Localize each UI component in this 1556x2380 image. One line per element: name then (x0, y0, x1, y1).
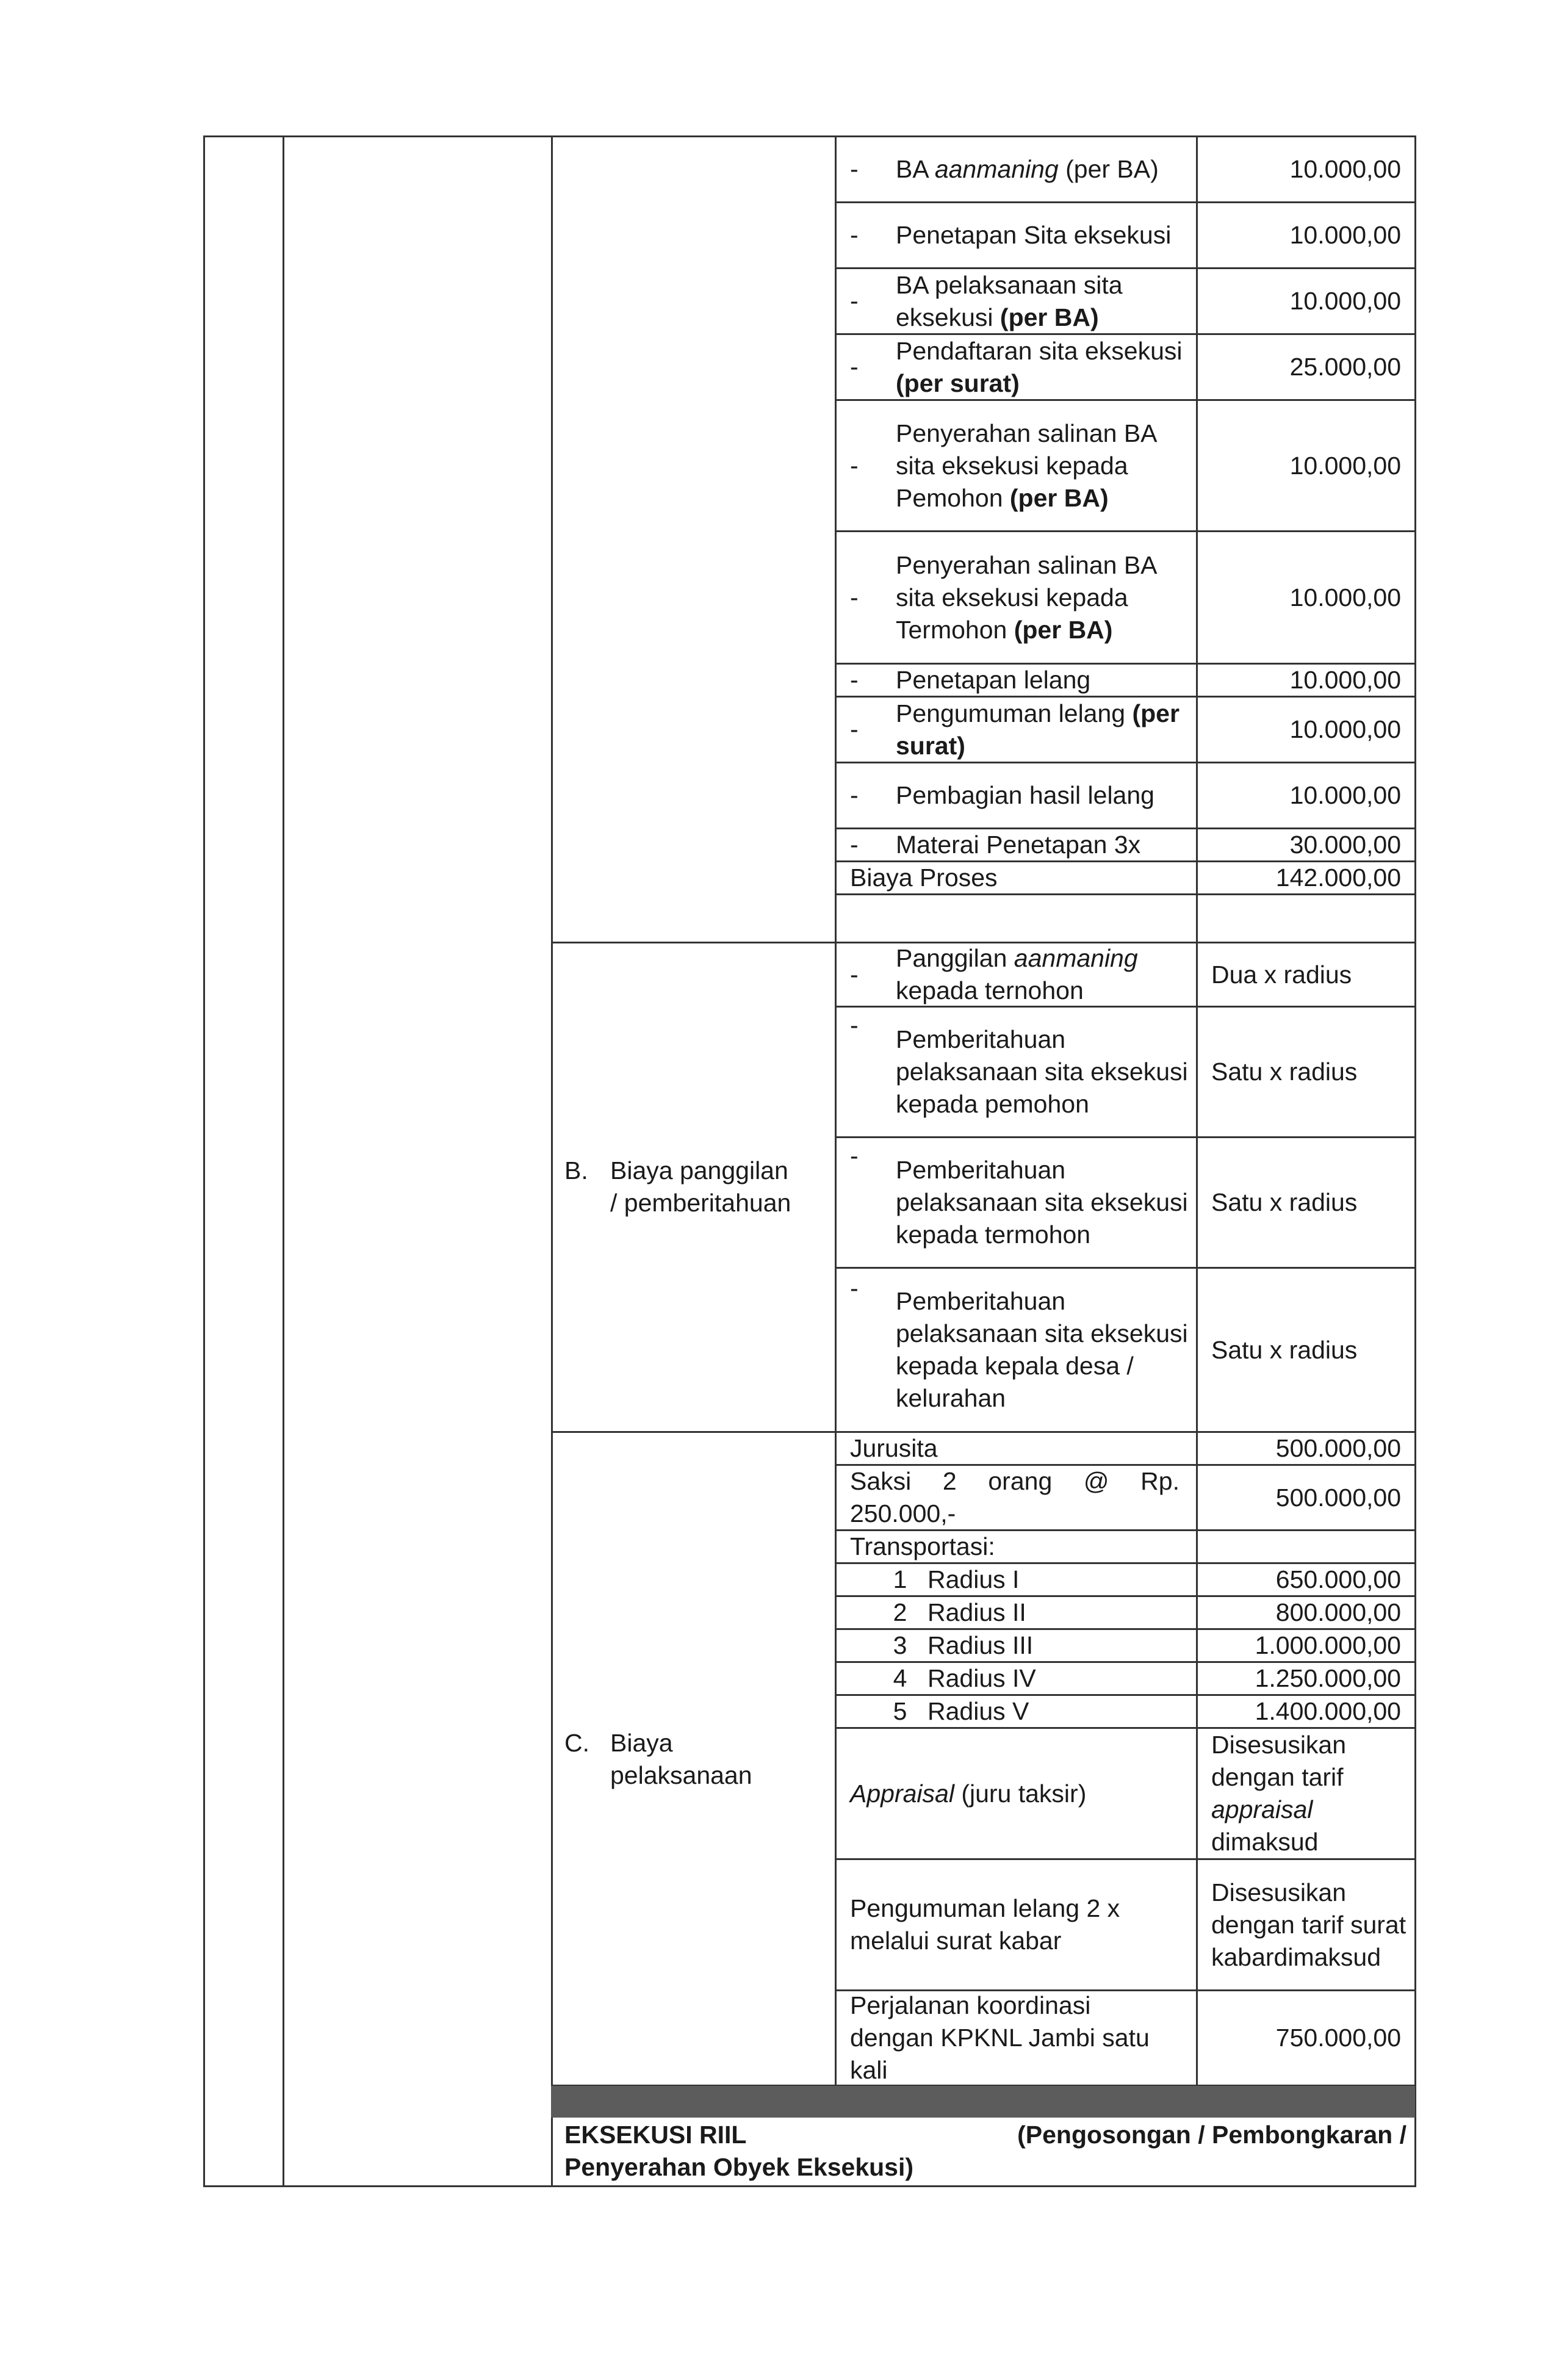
radius-value: Satu x radius (1211, 1058, 1358, 1086)
dash: - (850, 715, 859, 743)
saksi-amount: 500.000,00 (1275, 1483, 1401, 1512)
table-border-left (203, 135, 205, 2187)
list-item (837, 203, 1196, 267)
section-b-title (564, 1155, 833, 1219)
dash: - (850, 1142, 859, 1170)
amount: 650.000,00 (1275, 1565, 1401, 1593)
biaya-proses-amount: 142.000,00 (1275, 864, 1401, 892)
item-text: Penyerahan salinan BA sita eksekusi kepada Pemohon (896, 419, 1156, 512)
section-b-title-line2: / pemberitahuan (610, 1189, 791, 1217)
item-text: kepada ternohon (896, 976, 1084, 1004)
eksekusi-riil-subtitle: (Pengosongan / Pembongkaran / (1017, 2121, 1407, 2149)
section-c-title-line2: pelaksanaan (610, 1761, 752, 1789)
dash: - (850, 353, 859, 381)
dash: - (850, 155, 859, 183)
amount: 10.000,00 (1289, 715, 1401, 743)
saksi-label (837, 1466, 1196, 1529)
amount: 10.000,00 (1289, 221, 1401, 249)
item-text: BA pelaksanaan sita eksekusi (896, 270, 1123, 331)
amount: 30.000,00 (1289, 831, 1401, 859)
table-border-right (1414, 135, 1416, 2187)
dash: - (850, 221, 859, 249)
jurusita-label: Jurusita (850, 1434, 938, 1462)
perjalanan-amount: 750.000,00 (1275, 2024, 1401, 2052)
appraisal-value-text: dimaksud (1211, 1828, 1319, 1856)
appraisal-label (837, 1729, 1196, 1858)
pengumuman-value: Disesusikan dengan tarif surat kabardimaksud (1211, 1878, 1407, 1971)
amount: 10.000,00 (1289, 781, 1401, 809)
radius-label: Radius III (927, 1631, 1034, 1659)
dash: - (850, 960, 859, 989)
list-item (837, 269, 1196, 333)
item-text: Pengumuman lelang (896, 699, 1133, 727)
item-italic: aanmaning (934, 155, 1059, 183)
item-text: Penetapan Sita eksekusi (896, 221, 1172, 249)
list-item (837, 401, 1196, 530)
dash: - (850, 451, 859, 480)
eksekusi-riil-heading (564, 2119, 1407, 2183)
item-italic: aanmaning (1014, 944, 1138, 972)
pengumuman-label: Pengumuman lelang 2 x melalui surat kabar (850, 1894, 1120, 1955)
saksi-text: Saksi 2 orang @ Rp. 250.000,- (850, 1467, 1180, 1527)
list-item (837, 665, 1196, 696)
list-item (837, 137, 1196, 201)
dash: - (850, 831, 859, 859)
section-c-letter: C. (564, 1729, 589, 1757)
dash: - (850, 781, 859, 809)
section-c-title (564, 1727, 833, 1792)
item-bold: (per BA) (1009, 483, 1109, 512)
list-item (837, 335, 1196, 399)
amount: 1.000.000,00 (1255, 1631, 1401, 1659)
radius-label: Radius V (927, 1697, 1029, 1725)
list-item (837, 829, 1196, 860)
item-bold: (per surat) (896, 699, 1180, 760)
item-text: Pemberitahuan pelaksanaan sita eksekusi kepada kepala desa / kelurahan (896, 1287, 1188, 1412)
amount: 10.000,00 (1289, 583, 1401, 611)
eksekusi-riil-title: EKSEKUSI RIIL (564, 2121, 747, 2149)
radius-label: Radius IV (927, 1664, 1036, 1692)
item-text: Panggilan (896, 944, 1014, 972)
item-text: (per BA) (1058, 155, 1159, 183)
item-text: Materai Penetapan 3x (896, 831, 1141, 859)
table-bottom-border (203, 2185, 1416, 2187)
col-divider-1 (283, 135, 284, 2187)
appraisal-value-text: Disesusikan dengan tarif (1211, 1731, 1347, 1791)
list-item (837, 1008, 1196, 1136)
radius-label: Radius II (927, 1598, 1026, 1626)
item-text: Penetapan lelang (896, 666, 1091, 694)
transport-label: Transportasi: (850, 1532, 995, 1560)
list-item (837, 943, 1196, 1006)
amount: 1.400.000,00 (1255, 1697, 1401, 1725)
list-item (837, 532, 1196, 663)
item-bold: (per BA) (1014, 615, 1113, 644)
list-item (873, 1630, 1196, 1661)
radius-value: Dua x radius (1211, 960, 1352, 989)
dash: - (850, 287, 859, 315)
radius-value: Satu x radius (1211, 1335, 1358, 1364)
amount: 10.000,00 (1289, 155, 1401, 183)
item-text: Pembagian hasil lelang (896, 781, 1154, 809)
appraisal-italic: Appraisal (850, 1779, 954, 1808)
section-separator-band (551, 2086, 1415, 2118)
item-text: Pendaftaran sita eksekusi (896, 336, 1183, 365)
item-text: BA (896, 155, 935, 183)
appraisal-text: (juru taksir) (954, 1779, 1087, 1808)
dash: - (850, 583, 859, 611)
amount: 10.000,00 (1289, 451, 1401, 480)
item-bold: (per surat) (896, 369, 1020, 397)
dash: - (850, 666, 859, 694)
list-item (837, 1269, 1196, 1431)
item-text: Pemberitahuan pelaksanaan sita eksekusi kepada pemohon (896, 1025, 1188, 1118)
jurusita-amount: 500.000,00 (1275, 1434, 1401, 1462)
appraisal-value (1198, 1729, 1414, 1858)
radius-value: Satu x radius (1211, 1188, 1358, 1216)
section-b-letter: B. (564, 1156, 588, 1185)
amount: 10.000,00 (1289, 666, 1401, 694)
biaya-proses-label: Biaya Proses (850, 864, 998, 892)
radius-number: 3 (893, 1631, 907, 1659)
list-item (873, 1663, 1196, 1694)
radius-number: 4 (893, 1664, 907, 1692)
section-b-title-line1: Biaya panggilan (610, 1156, 788, 1185)
item-text: Pemberitahuan pelaksanaan sita eksekusi kepada termohon (896, 1156, 1188, 1249)
perjalanan-label: Perjalanan koordinasi dengan KPKNL Jambi satu kali (850, 1991, 1150, 2084)
dash: - (850, 1011, 859, 1039)
dash: - (850, 1274, 859, 1302)
list-item (837, 1138, 1196, 1267)
radius-number: 2 (893, 1598, 907, 1626)
amount: 1.250.000,00 (1255, 1664, 1401, 1692)
appraisal-value-italic: appraisal (1211, 1795, 1313, 1823)
item-bold: (per BA) (1000, 303, 1099, 331)
amount: 25.000,00 (1289, 353, 1401, 381)
list-item (873, 1597, 1196, 1628)
radius-number: 5 (893, 1697, 907, 1725)
item-text: Penyerahan salinan BA sita eksekusi kepada Termohon (896, 550, 1156, 644)
list-item (873, 1564, 1196, 1595)
list-item (837, 763, 1196, 828)
list-item (837, 698, 1196, 762)
radius-label: Radius I (927, 1565, 1020, 1593)
amount: 800.000,00 (1275, 1598, 1401, 1626)
section-c-title-line1: Biaya (610, 1729, 673, 1757)
eksekusi-riil-line2: Penyerahan Obyek Eksekusi) (564, 2153, 914, 2181)
list-item (873, 1696, 1196, 1727)
radius-number: 1 (893, 1565, 907, 1593)
col-divider-2 (551, 135, 553, 2187)
amount: 10.000,00 (1289, 287, 1401, 315)
